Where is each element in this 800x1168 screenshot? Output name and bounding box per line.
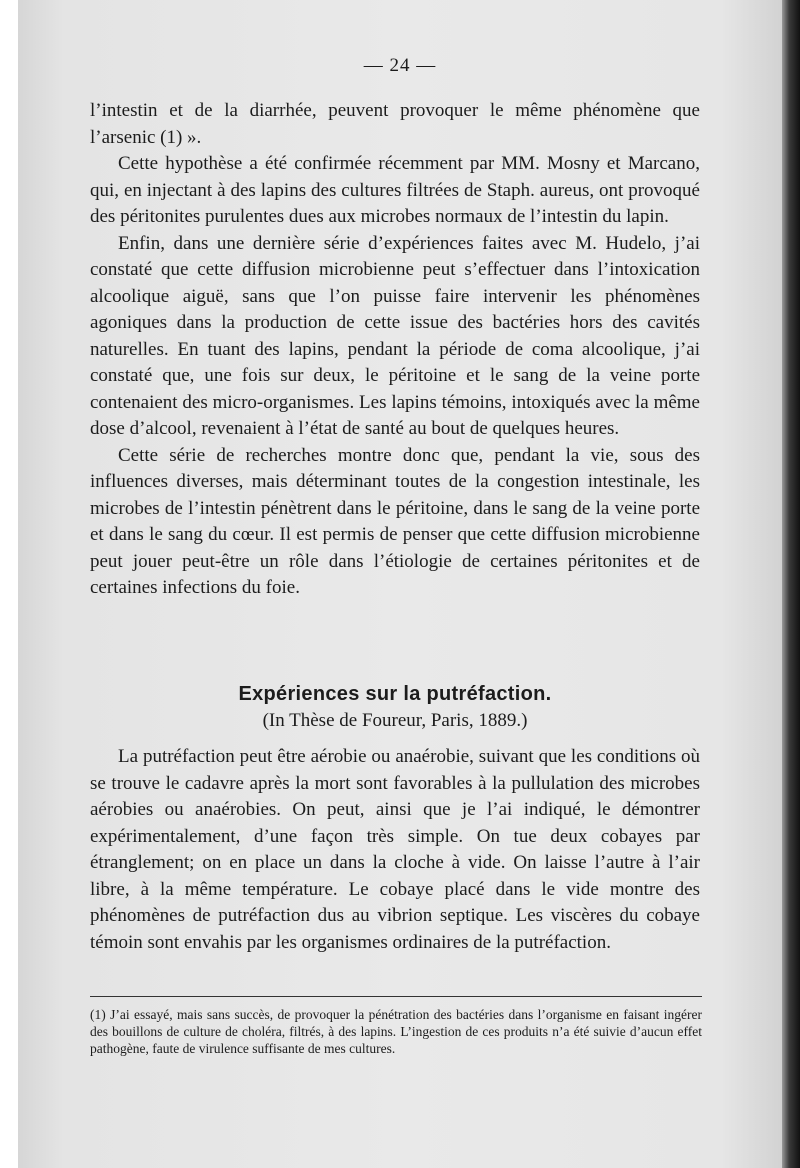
- paragraph-hudelo: Enfin, dans une dernière série d’expériences faites avec M. Hudelo, j’ai constaté que cette diffusion microbienne peut s’effectuer dans l’intoxication alcoolique aiguë, sans que l’on puisse faire intervenir les phénomènes agoniques dans la production de cette issue des bactéries hors des cavités naturelles. En tuant des lapins, pendant la période de coma alcoolique, j’ai constaté que, une fois sur deux, le péritoine et le sang de la veine porte contenaient des micro-organismes. Les lapins témoins, intoxiqués avec la même dose d’alcool, revenaient à l’état de santé au bout de quelques heures.: [90, 232, 700, 439]
- page-edge-shadow: [782, 0, 800, 1168]
- paragraph-putrefaction: La putréfaction peut être aérobie ou anaérobie, suivant que les conditions où se trouve le cadavre après la mort sont favorables à la pullulation des microbes aérobies ou anaérobies. On peut, ainsi que je l’ai indiqué, le démontrer expérimentalement, d’une façon très simple. On tue deux cobayes par étranglement; on en place un dans la cloche à vide. On laisse l’autre à l’air libre, à la même température. Le cobaye placé dans le vide montre des phénomènes de putréfaction dus au vibrion septique. Les viscères du cobaye témoin sont envahis par les organismes ordinaires de la putréfaction.: [90, 746, 700, 953]
- body-text-bottom: [90, 744, 700, 956]
- body-text-top: [90, 98, 700, 602]
- paragraph-continuation: l’intestin et de la diarrhée, peuvent provoquer le même phénomène que l’arsenic (1) ».: [90, 100, 700, 148]
- section-subtitle: (In Thèse de Foureur, Paris, 1889.): [262, 710, 528, 731]
- section-title: Expériences sur la putréfaction.: [238, 683, 552, 705]
- footnote-rule: [90, 996, 702, 997]
- page-number: — 24 —: [363, 55, 437, 76]
- paragraph-conclusion: Cette série de recherches montre donc que, pendant la vie, sous des influences diverses, mais déterminant toutes de la congestion intestinale, les microbes de l’intestin pénètrent dans le péritoine, dans le sang de la veine porte et dans le sang du cœur. Il est permis de penser que cette diffusion microbienne peut jouer peut-être un rôle dans l’étiologie de certaines péritonites et de certaines infections du foie.: [90, 444, 700, 598]
- footnote: (1) J’ai essayé, mais sans succès, de provoquer la pénétration des bactéries dans l’organisme en faisant ingérer des bouillons de culture de choléra, filtrés, à des lapins. L’ingestion de ces produits n’a été suivie d’aucun effet pathogène, faute de virulence suffisante de mes cultures.: [90, 1007, 702, 1056]
- paragraph-mosny-marcano: Cette hypothèse a été confirmée récemment par MM. Mosny et Marcano, qui, en injectant à des lapins des cultures filtrées de Staph. aureus, ont provoqué des péritonites purulentes dues aux microbes normaux de l’intestin du lapin.: [90, 153, 700, 227]
